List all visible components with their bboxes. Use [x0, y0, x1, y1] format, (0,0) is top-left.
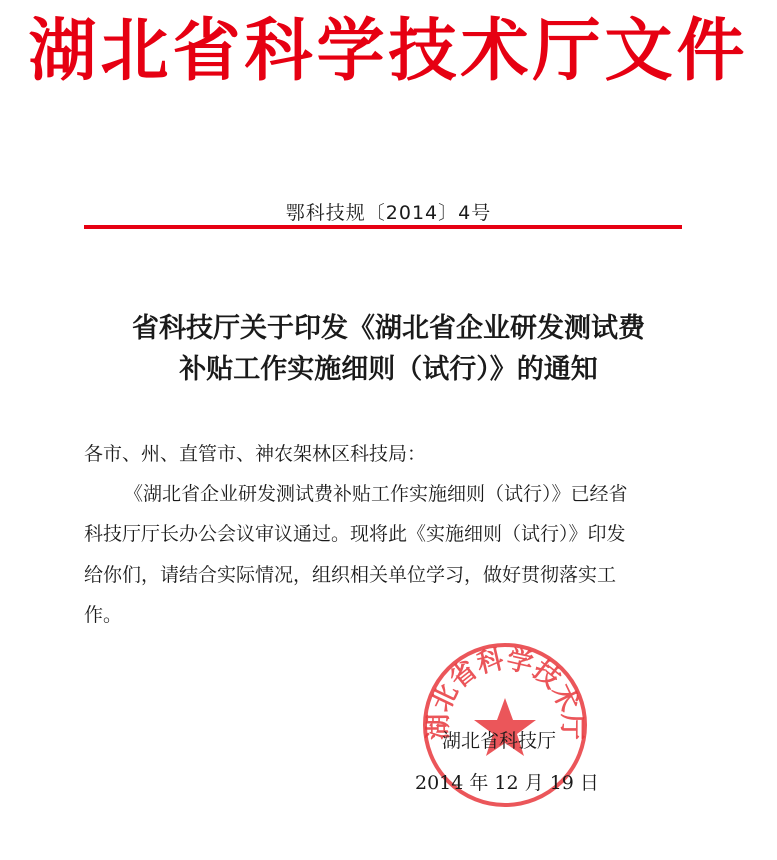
notice-title-line-1: 省科技厅关于印发《湖北省企业研发测试费 [132, 313, 645, 344]
document-header-title: 湖北省科学技术厅文件 [28, 12, 749, 91]
body-line-1: 《湖北省企业研发测试费补贴工作实施细则（试行）》已经省 [124, 483, 628, 505]
addressee-line: 各市、州、直管市、神农架林区科技局： [84, 443, 427, 465]
svg-text:湖北省科学技术厅: 湖北省科学技术厅 [423, 644, 587, 741]
document-number: 鄂科技规〔2014〕4号 [285, 202, 492, 224]
body-line-2: 科技厅厅长办公会议审议通过。现将此《实施细则（试行）》印发 [84, 523, 626, 545]
notice-title-line-2: 补贴工作实施细则（试行）》的通知 [179, 354, 598, 385]
header-red-rule [84, 225, 682, 229]
body-line-3: 给你们，请结合实际情况，组织相关单位学习，做好贯彻落实工 [84, 564, 617, 586]
body-line-4: 作。 [84, 604, 123, 626]
signature-organization: 湖北省科技厅 [442, 730, 557, 752]
signature-date: 2014 年 12 月 19 日 [415, 772, 599, 794]
